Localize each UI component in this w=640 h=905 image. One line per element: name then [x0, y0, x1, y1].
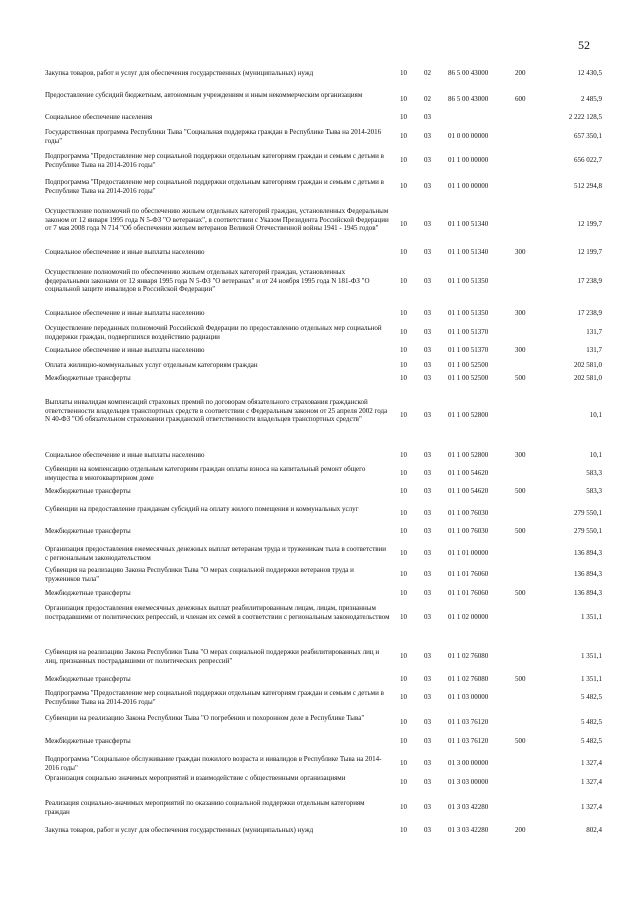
- cell-cs: 86 5 00 43000: [448, 95, 489, 104]
- cell-cs: 01 3 00 00000: [448, 759, 489, 768]
- cell-pr: 03: [424, 693, 431, 702]
- cell-pr: 03: [424, 487, 431, 495]
- cell-sum: 12 199,7: [577, 248, 602, 256]
- cell-vr: 300: [515, 451, 526, 459]
- cell-desc: Межбюджетные трансферты: [45, 737, 131, 745]
- cell-rz: 10: [400, 156, 407, 165]
- cell-sum: 279 550,1: [574, 509, 602, 518]
- cell-cs: 01 1 02 76080: [448, 675, 489, 683]
- cell-pr: 03: [424, 509, 431, 518]
- cell-rz: 10: [400, 248, 407, 256]
- cell-sum: 802,4: [586, 826, 602, 834]
- cell-sum: 5 482,5: [581, 737, 602, 745]
- cell-pr: 03: [424, 826, 431, 834]
- cell-pr: 03: [424, 469, 431, 478]
- cell-desc: Межбюджетные трансферты: [45, 487, 131, 495]
- cell-pr: 03: [424, 759, 431, 768]
- cell-pr: 03: [424, 276, 431, 285]
- cell-rz: 10: [400, 652, 407, 661]
- cell-pr: 03: [424, 549, 431, 558]
- cell-sum: 17 238,9: [577, 309, 602, 317]
- cell-sum: 5 482,5: [581, 718, 602, 727]
- cell-cs: 01 1 00 52800: [448, 451, 489, 459]
- cell-sum: 583,3: [586, 487, 602, 495]
- cell-sum: 1 351,1: [581, 612, 602, 621]
- cell-pr: 03: [424, 113, 431, 121]
- cell-pr: 03: [424, 527, 431, 535]
- cell-cs: 01 1 02 00000: [448, 612, 489, 621]
- cell-cs: 01 0 00 00000: [448, 132, 489, 141]
- cell-desc: Социальное обеспечение и иные выплаты населению: [45, 309, 205, 317]
- cell-pr: 03: [424, 451, 431, 459]
- cell-rz: 10: [400, 451, 407, 459]
- cell-cs: 01 1 00 52500: [448, 361, 489, 369]
- cell-cs: 01 1 00 52500: [448, 374, 489, 382]
- cell-sum: 1 351,1: [581, 675, 602, 683]
- cell-rz: 10: [400, 589, 407, 597]
- cell-rz: 10: [400, 182, 407, 191]
- cell-pr: 03: [424, 156, 431, 165]
- cell-rz: 10: [400, 309, 407, 317]
- cell-sum: 131,7: [586, 346, 602, 354]
- cell-rz: 10: [400, 718, 407, 727]
- cell-rz: 10: [400, 826, 407, 834]
- cell-cs: 01 1 01 76060: [448, 589, 489, 597]
- cell-rz: 10: [400, 113, 407, 121]
- cell-desc: Осуществление полномочий по обеспечению жильем отдельных категорий граждан, установленных федеральными законами от 12 января 1995 года N 5-ФЗ "О ветеранах" и от 24 ноября 1995 года N 181-ФЗ "О социальной защите инвалидов в Российской Федерации": [45, 268, 370, 294]
- cell-sum: 131,7: [586, 328, 602, 337]
- cell-desc: Осуществление полномочий по обеспечению жильем отдельных категорий граждан, установленных Федеральным законом от 12 января 1995 года N 5-ФЗ "О ветеранах", в соответствии с Указом Президента Российской Федерации от 7 мая 2008 года N 714 "Об обеспечении жильем ветеранов Великой Отечественной войны 1941 - 1945 годов": [45, 207, 389, 233]
- cell-sum: 5 482,5: [581, 693, 602, 702]
- cell-cs: 01 1 02 76080: [448, 652, 489, 661]
- cell-sum: 1 327,4: [581, 759, 602, 768]
- cell-desc: Социальное обеспечение и иные выплаты населению: [45, 346, 205, 354]
- cell-vr: 500: [515, 589, 526, 597]
- cell-sum: 10,1: [589, 410, 602, 419]
- cell-sum: 1 351,1: [581, 652, 602, 661]
- cell-vr: 500: [515, 374, 526, 382]
- cell-cs: 01 3 03 42280: [448, 803, 489, 812]
- cell-sum: 512 294,8: [574, 182, 602, 191]
- cell-cs: 01 1 00 51370: [448, 346, 489, 354]
- cell-cs: 01 1 00 54620: [448, 469, 489, 478]
- cell-cs: 01 1 03 76120: [448, 718, 489, 727]
- cell-desc: Субвенции на предоставление гражданам субсидий на оплату жилого помещения и коммунальных услуг: [45, 505, 359, 513]
- cell-pr: 03: [424, 346, 431, 354]
- cell-pr: 03: [424, 589, 431, 597]
- cell-vr: 500: [515, 737, 526, 745]
- cell-rz: 10: [400, 549, 407, 558]
- cell-sum: 10,1: [589, 451, 602, 459]
- cell-desc: Оплата жилищно-коммунальных услуг отдельным категориям граждан: [45, 361, 258, 369]
- cell-vr: 300: [515, 346, 526, 354]
- cell-rz: 10: [400, 675, 407, 683]
- cell-cs: 01 1 00 00000: [448, 182, 489, 191]
- cell-rz: 10: [400, 219, 407, 228]
- cell-cs: 01 1 00 52800: [448, 410, 489, 419]
- cell-desc: Организация предоставления ежемесячных денежных выплат реабилитированным лицам, лицам, признанным пострадавшими от политических репрессий, и членам их семей в соответствии с региональным законодательством: [45, 604, 390, 621]
- cell-vr: 500: [515, 527, 526, 535]
- cell-desc: Межбюджетные трансферты: [45, 374, 131, 382]
- cell-rz: 10: [400, 759, 407, 768]
- cell-pr: 03: [424, 182, 431, 191]
- cell-pr: 03: [424, 612, 431, 621]
- cell-rz: 10: [400, 346, 407, 354]
- cell-vr: 200: [515, 826, 526, 834]
- cell-sum: 279 550,1: [574, 527, 602, 535]
- cell-rz: 10: [400, 276, 407, 285]
- cell-cs: 01 1 00 00000: [448, 156, 489, 165]
- cell-desc: Социальное обеспечение и иные выплаты населению: [45, 451, 205, 459]
- cell-sum: 136 894,3: [574, 570, 602, 579]
- cell-desc: Подпрограмма "Предоставление мер социальной поддержки отдельным категориям граждан и семьям с детьми в Республике Тыва на 2014-2016 годы": [45, 178, 384, 195]
- cell-desc: Подпрограмма "Предоставление мер социальной поддержки отдельным категориям граждан и семьям с детьми в Республике Тыва на 2014-2016 годы": [45, 689, 384, 706]
- page-number: 52: [578, 38, 590, 52]
- cell-cs: 01 1 00 51350: [448, 276, 489, 285]
- cell-desc: Субвенции на реализацию Закона Республики Тыва "О погребении и похоронном деле в Республике Тыва": [45, 714, 365, 722]
- cell-vr: 300: [515, 309, 526, 317]
- cell-pr: 03: [424, 374, 431, 382]
- cell-pr: 03: [424, 737, 431, 745]
- cell-rz: 10: [400, 509, 407, 518]
- cell-cs: 86 5 00 43000: [448, 69, 489, 77]
- cell-sum: 136 894,3: [574, 589, 602, 597]
- cell-cs: 01 1 00 51340: [448, 248, 489, 256]
- cell-pr: 03: [424, 309, 431, 317]
- cell-rz: 10: [400, 527, 407, 535]
- cell-rz: 10: [400, 778, 407, 787]
- cell-desc: Субвенция на реализацию Закона Республики Тыва "О мерах социальной поддержки ветеранов труда и тружеников тыла": [45, 566, 354, 583]
- cell-desc: Организация социально значимых мероприятий и взаимодействие с общественными организациями: [45, 774, 346, 782]
- cell-sum: 656 022,7: [574, 156, 602, 165]
- cell-pr: 03: [424, 652, 431, 661]
- cell-pr: 03: [424, 675, 431, 683]
- cell-desc: Межбюджетные трансферты: [45, 527, 131, 535]
- cell-desc: Государственная программа Республики Тыва "Социальная поддержка граждан в Республике Тыва на 2014-2016 годы": [45, 128, 382, 145]
- cell-pr: 03: [424, 248, 431, 256]
- cell-sum: 2 485,9: [581, 95, 602, 104]
- cell-cs: 01 1 03 00000: [448, 693, 489, 702]
- cell-rz: 10: [400, 374, 407, 382]
- cell-sum: 17 238,9: [577, 276, 602, 285]
- cell-pr: 03: [424, 803, 431, 812]
- cell-desc: Закупка товаров, работ и услуг для обеспечения государственных (муниципальных) нужд: [45, 826, 314, 834]
- cell-cs: 01 1 01 76060: [448, 570, 489, 579]
- cell-rz: 10: [400, 132, 407, 141]
- cell-rz: 10: [400, 737, 407, 745]
- cell-pr: 02: [424, 95, 431, 104]
- cell-cs: 01 1 00 51350: [448, 309, 489, 317]
- cell-desc: Предоставление субсидий бюджетным, автономным учреждениям и иным некоммерческим организациям: [45, 91, 363, 99]
- cell-sum: 2 222 128,5: [568, 113, 602, 121]
- cell-vr: 500: [515, 675, 526, 683]
- cell-sum: 583,3: [586, 469, 602, 478]
- cell-pr: 03: [424, 219, 431, 228]
- cell-rz: 10: [400, 361, 407, 369]
- cell-rz: 10: [400, 803, 407, 812]
- cell-sum: 657 350,1: [574, 132, 602, 141]
- cell-desc: Социальное обеспечение населения: [45, 113, 153, 121]
- cell-rz: 10: [400, 570, 407, 579]
- cell-pr: 03: [424, 778, 431, 787]
- cell-sum: 202 581,0: [574, 361, 602, 369]
- cell-rz: 10: [400, 95, 407, 104]
- cell-sum: 136 894,3: [574, 549, 602, 558]
- cell-cs: 01 1 00 51370: [448, 328, 489, 337]
- cell-desc: Социальное обеспечение и иные выплаты населению: [45, 248, 205, 256]
- cell-desc: Осуществление переданных полномочий Российской Федерации по предоставлению отдельных мер социальной поддержки граждан, подвергшихся воздействию радиации: [45, 324, 382, 341]
- cell-desc: Подпрограмма "Предоставление мер социальной поддержки отдельным категориям граждан и семьям с детьми в Республике Тыва на 2014-2016 годы": [45, 152, 384, 169]
- cell-desc: Межбюджетные трансферты: [45, 675, 131, 683]
- cell-rz: 10: [400, 612, 407, 621]
- cell-pr: 03: [424, 361, 431, 369]
- cell-pr: 03: [424, 718, 431, 727]
- cell-desc: Субвенция на реализацию Закона Республики Тыва "О мерах социальной поддержки реабилитированных лиц и лиц, признанных пострадавшими от политических репрессий": [45, 648, 380, 665]
- cell-cs: 01 1 00 76030: [448, 527, 489, 535]
- cell-cs: 01 1 00 76030: [448, 509, 489, 518]
- cell-vr: 300: [515, 248, 526, 256]
- cell-desc: Подпрограмма "Социальное обслуживание граждан пожилого возраста и инвалидов в Республике Тыва на 2014-2016 годы": [45, 755, 382, 772]
- cell-sum: 12 430,5: [577, 69, 602, 77]
- cell-vr: 600: [515, 95, 526, 104]
- cell-rz: 10: [400, 328, 407, 337]
- cell-cs: 01 1 01 00000: [448, 549, 489, 558]
- cell-cs: 01 1 00 54620: [448, 487, 489, 495]
- cell-sum: 1 327,4: [581, 803, 602, 812]
- cell-desc: Реализация социально-значимых мероприятий по оказанию социальной поддержки отдельным категориям граждан: [45, 799, 365, 816]
- cell-sum: 12 199,7: [577, 219, 602, 228]
- cell-cs: 01 1 03 76120: [448, 737, 489, 745]
- cell-cs: 01 1 00 51340: [448, 219, 489, 228]
- cell-rz: 10: [400, 693, 407, 702]
- cell-cs: 01 3 03 42280: [448, 826, 489, 834]
- cell-rz: 10: [400, 469, 407, 478]
- cell-desc: Закупка товаров, работ и услуг для обеспечения государственных (муниципальных) нужд: [45, 69, 314, 77]
- cell-rz: 10: [400, 487, 407, 495]
- cell-desc: Межбюджетные трансферты: [45, 589, 131, 597]
- cell-sum: 1 327,4: [581, 778, 602, 787]
- cell-rz: 10: [400, 69, 407, 77]
- cell-pr: 03: [424, 132, 431, 141]
- cell-pr: 03: [424, 328, 431, 337]
- cell-pr: 02: [424, 69, 431, 77]
- cell-pr: 03: [424, 410, 431, 419]
- cell-desc: Выплаты инвалидам компенсаций страховых премий по договорам обязательного страхования гражданской ответственности владельцев транспортных средств в соответствии с Федеральным законом от 25 апреля 2002 года N 40-ФЗ "Об обязательном страховании гражданской ответственности владельцев транспортных средств": [45, 398, 388, 424]
- cell-rz: 10: [400, 410, 407, 419]
- cell-vr: 200: [515, 69, 526, 77]
- cell-cs: 01 3 03 00000: [448, 778, 489, 787]
- cell-vr: 500: [515, 487, 526, 495]
- cell-pr: 03: [424, 570, 431, 579]
- cell-sum: 202 581,0: [574, 374, 602, 382]
- cell-desc: Организация предоставления ежемесячных денежных выплат ветеранам труда и труженикам тыла в соответствии с региональным законодательством: [45, 545, 387, 562]
- cell-desc: Субвенции на компенсацию отдельным категориям граждан оплаты взноса на капитальный ремонт общего имущества в многоквартирном доме: [45, 465, 366, 482]
